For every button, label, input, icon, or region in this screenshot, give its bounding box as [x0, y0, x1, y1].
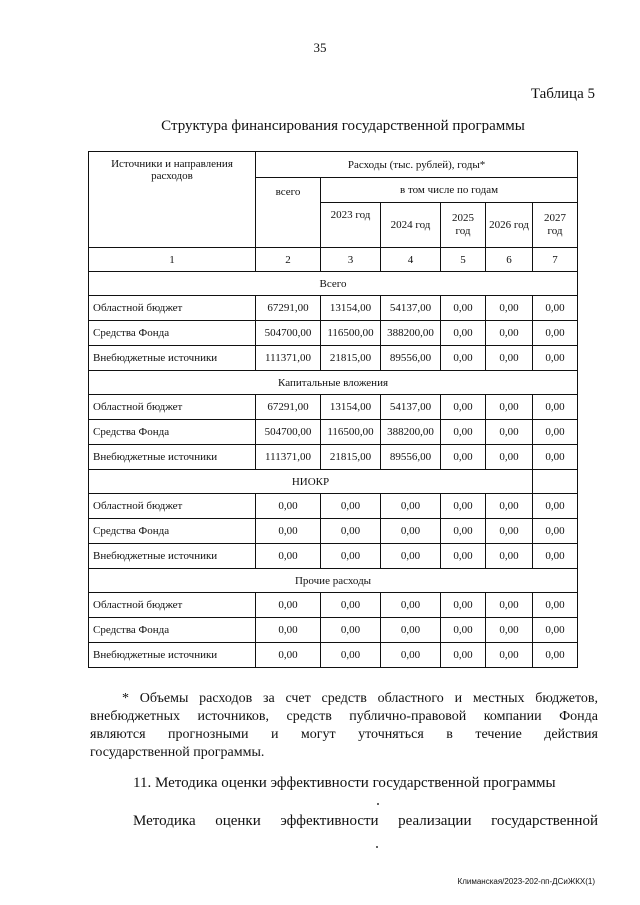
header-year: 2023 год: [321, 203, 381, 248]
value-cell: 0,00: [486, 445, 533, 470]
column-number: 3: [321, 248, 381, 272]
source-name: Областной бюджет: [89, 395, 256, 420]
table-row: [89, 494, 578, 519]
header-year: 2027 год: [533, 203, 578, 248]
value-cell: 0,00: [533, 395, 578, 420]
value-cell: 0,00: [486, 494, 533, 519]
footnote-line: * Объемы расходов за счет средств областного и местных бюджетов,: [122, 691, 598, 706]
value-cell: 0,00: [381, 494, 441, 519]
value-cell: 0,00: [533, 618, 578, 643]
value-cell: 0,00: [441, 618, 486, 643]
source-name: Внебюджетные источники: [89, 544, 256, 569]
value-cell: 0,00: [486, 618, 533, 643]
column-number: 6: [486, 248, 533, 272]
scan-speck: [376, 846, 378, 848]
value-cell: 0,00: [441, 643, 486, 668]
section-title: Всего: [89, 272, 578, 296]
value-cell: 0,00: [441, 544, 486, 569]
value-cell: 13154,00: [321, 395, 381, 420]
value-cell: 54137,00: [381, 296, 441, 321]
value-cell: 0,00: [441, 494, 486, 519]
footnote: [90, 690, 598, 762]
value-cell: 0,00: [256, 494, 321, 519]
header-by-years: в том числе по годам: [321, 178, 578, 203]
column-number: 4: [381, 248, 441, 272]
value-cell: 0,00: [533, 445, 578, 470]
table-row: [89, 643, 578, 668]
value-cell: 0,00: [256, 519, 321, 544]
value-cell: 0,00: [321, 643, 381, 668]
value-cell: 0,00: [533, 519, 578, 544]
value-cell: 0,00: [533, 593, 578, 618]
body-text: Методика оценки эффективности реализации государственной: [133, 813, 598, 829]
value-cell: 89556,00: [381, 346, 441, 371]
value-cell: 89556,00: [381, 445, 441, 470]
section-title-empty-cell: [533, 470, 578, 494]
value-cell: 111371,00: [256, 346, 321, 371]
value-cell: 111371,00: [256, 445, 321, 470]
header-sources: Источники и направления расходов: [89, 152, 256, 248]
header-year: 2024 год: [381, 203, 441, 248]
value-cell: 21815,00: [321, 346, 381, 371]
value-cell: 0,00: [486, 296, 533, 321]
value-cell: 0,00: [486, 519, 533, 544]
source-name: Внебюджетные источники: [89, 346, 256, 371]
footnote-line: являются прогнозными и могут уточняться в течение действия: [90, 727, 598, 742]
header-expenses: Расходы (тыс. рублей), годы*: [256, 152, 578, 178]
value-cell: 0,00: [381, 519, 441, 544]
value-cell: 0,00: [441, 321, 486, 346]
header-total: всего: [256, 178, 321, 248]
source-name: Средства Фонда: [89, 618, 256, 643]
table-row: [89, 593, 578, 618]
value-cell: 0,00: [256, 643, 321, 668]
source-name: Внебюджетные источники: [89, 643, 256, 668]
value-cell: 0,00: [486, 395, 533, 420]
source-name: Областной бюджет: [89, 593, 256, 618]
value-cell: 116500,00: [321, 420, 381, 445]
value-cell: 0,00: [441, 445, 486, 470]
column-number: 7: [533, 248, 578, 272]
footer-code: Климанская/2023-202-пп-ДСиЖКХ(1): [457, 877, 595, 886]
value-cell: 0,00: [533, 494, 578, 519]
value-cell: 0,00: [441, 420, 486, 445]
value-cell: 116500,00: [321, 321, 381, 346]
value-cell: 388200,00: [381, 420, 441, 445]
table-row: [89, 519, 578, 544]
table-row: [89, 395, 578, 420]
value-cell: 0,00: [441, 519, 486, 544]
value-cell: 67291,00: [256, 395, 321, 420]
header-year: 2026 год: [486, 203, 533, 248]
value-cell: 0,00: [321, 618, 381, 643]
section-heading: 11. Методика оценки эффективности государственной программы: [133, 775, 556, 791]
value-cell: 0,00: [321, 544, 381, 569]
financing-table: [88, 151, 578, 668]
value-cell: 0,00: [381, 544, 441, 569]
source-name: Внебюджетные источники: [89, 445, 256, 470]
value-cell: 21815,00: [321, 445, 381, 470]
footnote-line: государственной программы.: [90, 745, 265, 760]
table-row: [89, 321, 578, 346]
page-number: 35: [313, 40, 327, 55]
source-name: Средства Фонда: [89, 420, 256, 445]
value-cell: 388200,00: [381, 321, 441, 346]
value-cell: 0,00: [486, 420, 533, 445]
value-cell: 0,00: [533, 321, 578, 346]
value-cell: 0,00: [256, 618, 321, 643]
value-cell: 54137,00: [381, 395, 441, 420]
scan-speck: [377, 803, 379, 805]
section-title: НИОКР: [89, 470, 533, 494]
value-cell: 0,00: [321, 519, 381, 544]
value-cell: 0,00: [533, 420, 578, 445]
value-cell: 67291,00: [256, 296, 321, 321]
source-name: Областной бюджет: [89, 494, 256, 519]
value-cell: 0,00: [381, 593, 441, 618]
value-cell: 0,00: [486, 643, 533, 668]
section-title: Капитальные вложения: [89, 371, 578, 395]
source-name: Средства Фонда: [89, 519, 256, 544]
value-cell: 0,00: [256, 593, 321, 618]
value-cell: 0,00: [533, 544, 578, 569]
value-cell: 0,00: [533, 643, 578, 668]
value-cell: 0,00: [441, 395, 486, 420]
table-title: Структура финансирования государственной программы: [161, 118, 525, 134]
value-cell: 13154,00: [321, 296, 381, 321]
table-row: [89, 544, 578, 569]
value-cell: 0,00: [486, 593, 533, 618]
value-cell: 0,00: [381, 618, 441, 643]
value-cell: 0,00: [441, 593, 486, 618]
table-label: Таблица 5: [530, 86, 595, 102]
table-row: [89, 618, 578, 643]
section-title: Прочие расходы: [89, 569, 578, 593]
value-cell: 0,00: [533, 296, 578, 321]
column-number: 1: [89, 248, 256, 272]
column-number: 5: [441, 248, 486, 272]
value-cell: 504700,00: [256, 420, 321, 445]
value-cell: 0,00: [441, 346, 486, 371]
source-name: Средства Фонда: [89, 321, 256, 346]
table-row: [89, 346, 578, 371]
table-row: [89, 420, 578, 445]
value-cell: 0,00: [486, 544, 533, 569]
footnote-line: внебюджетных источников, средств публично-правовой компании Фонда: [90, 709, 598, 724]
value-cell: 0,00: [381, 643, 441, 668]
value-cell: 0,00: [486, 346, 533, 371]
value-cell: 504700,00: [256, 321, 321, 346]
header-year: 2025 год: [441, 203, 486, 248]
source-name: Областной бюджет: [89, 296, 256, 321]
value-cell: 0,00: [256, 544, 321, 569]
value-cell: 0,00: [321, 494, 381, 519]
table-row: [89, 445, 578, 470]
table-row: [89, 296, 578, 321]
column-number: 2: [256, 248, 321, 272]
value-cell: 0,00: [441, 296, 486, 321]
value-cell: 0,00: [486, 321, 533, 346]
value-cell: 0,00: [533, 346, 578, 371]
value-cell: 0,00: [321, 593, 381, 618]
